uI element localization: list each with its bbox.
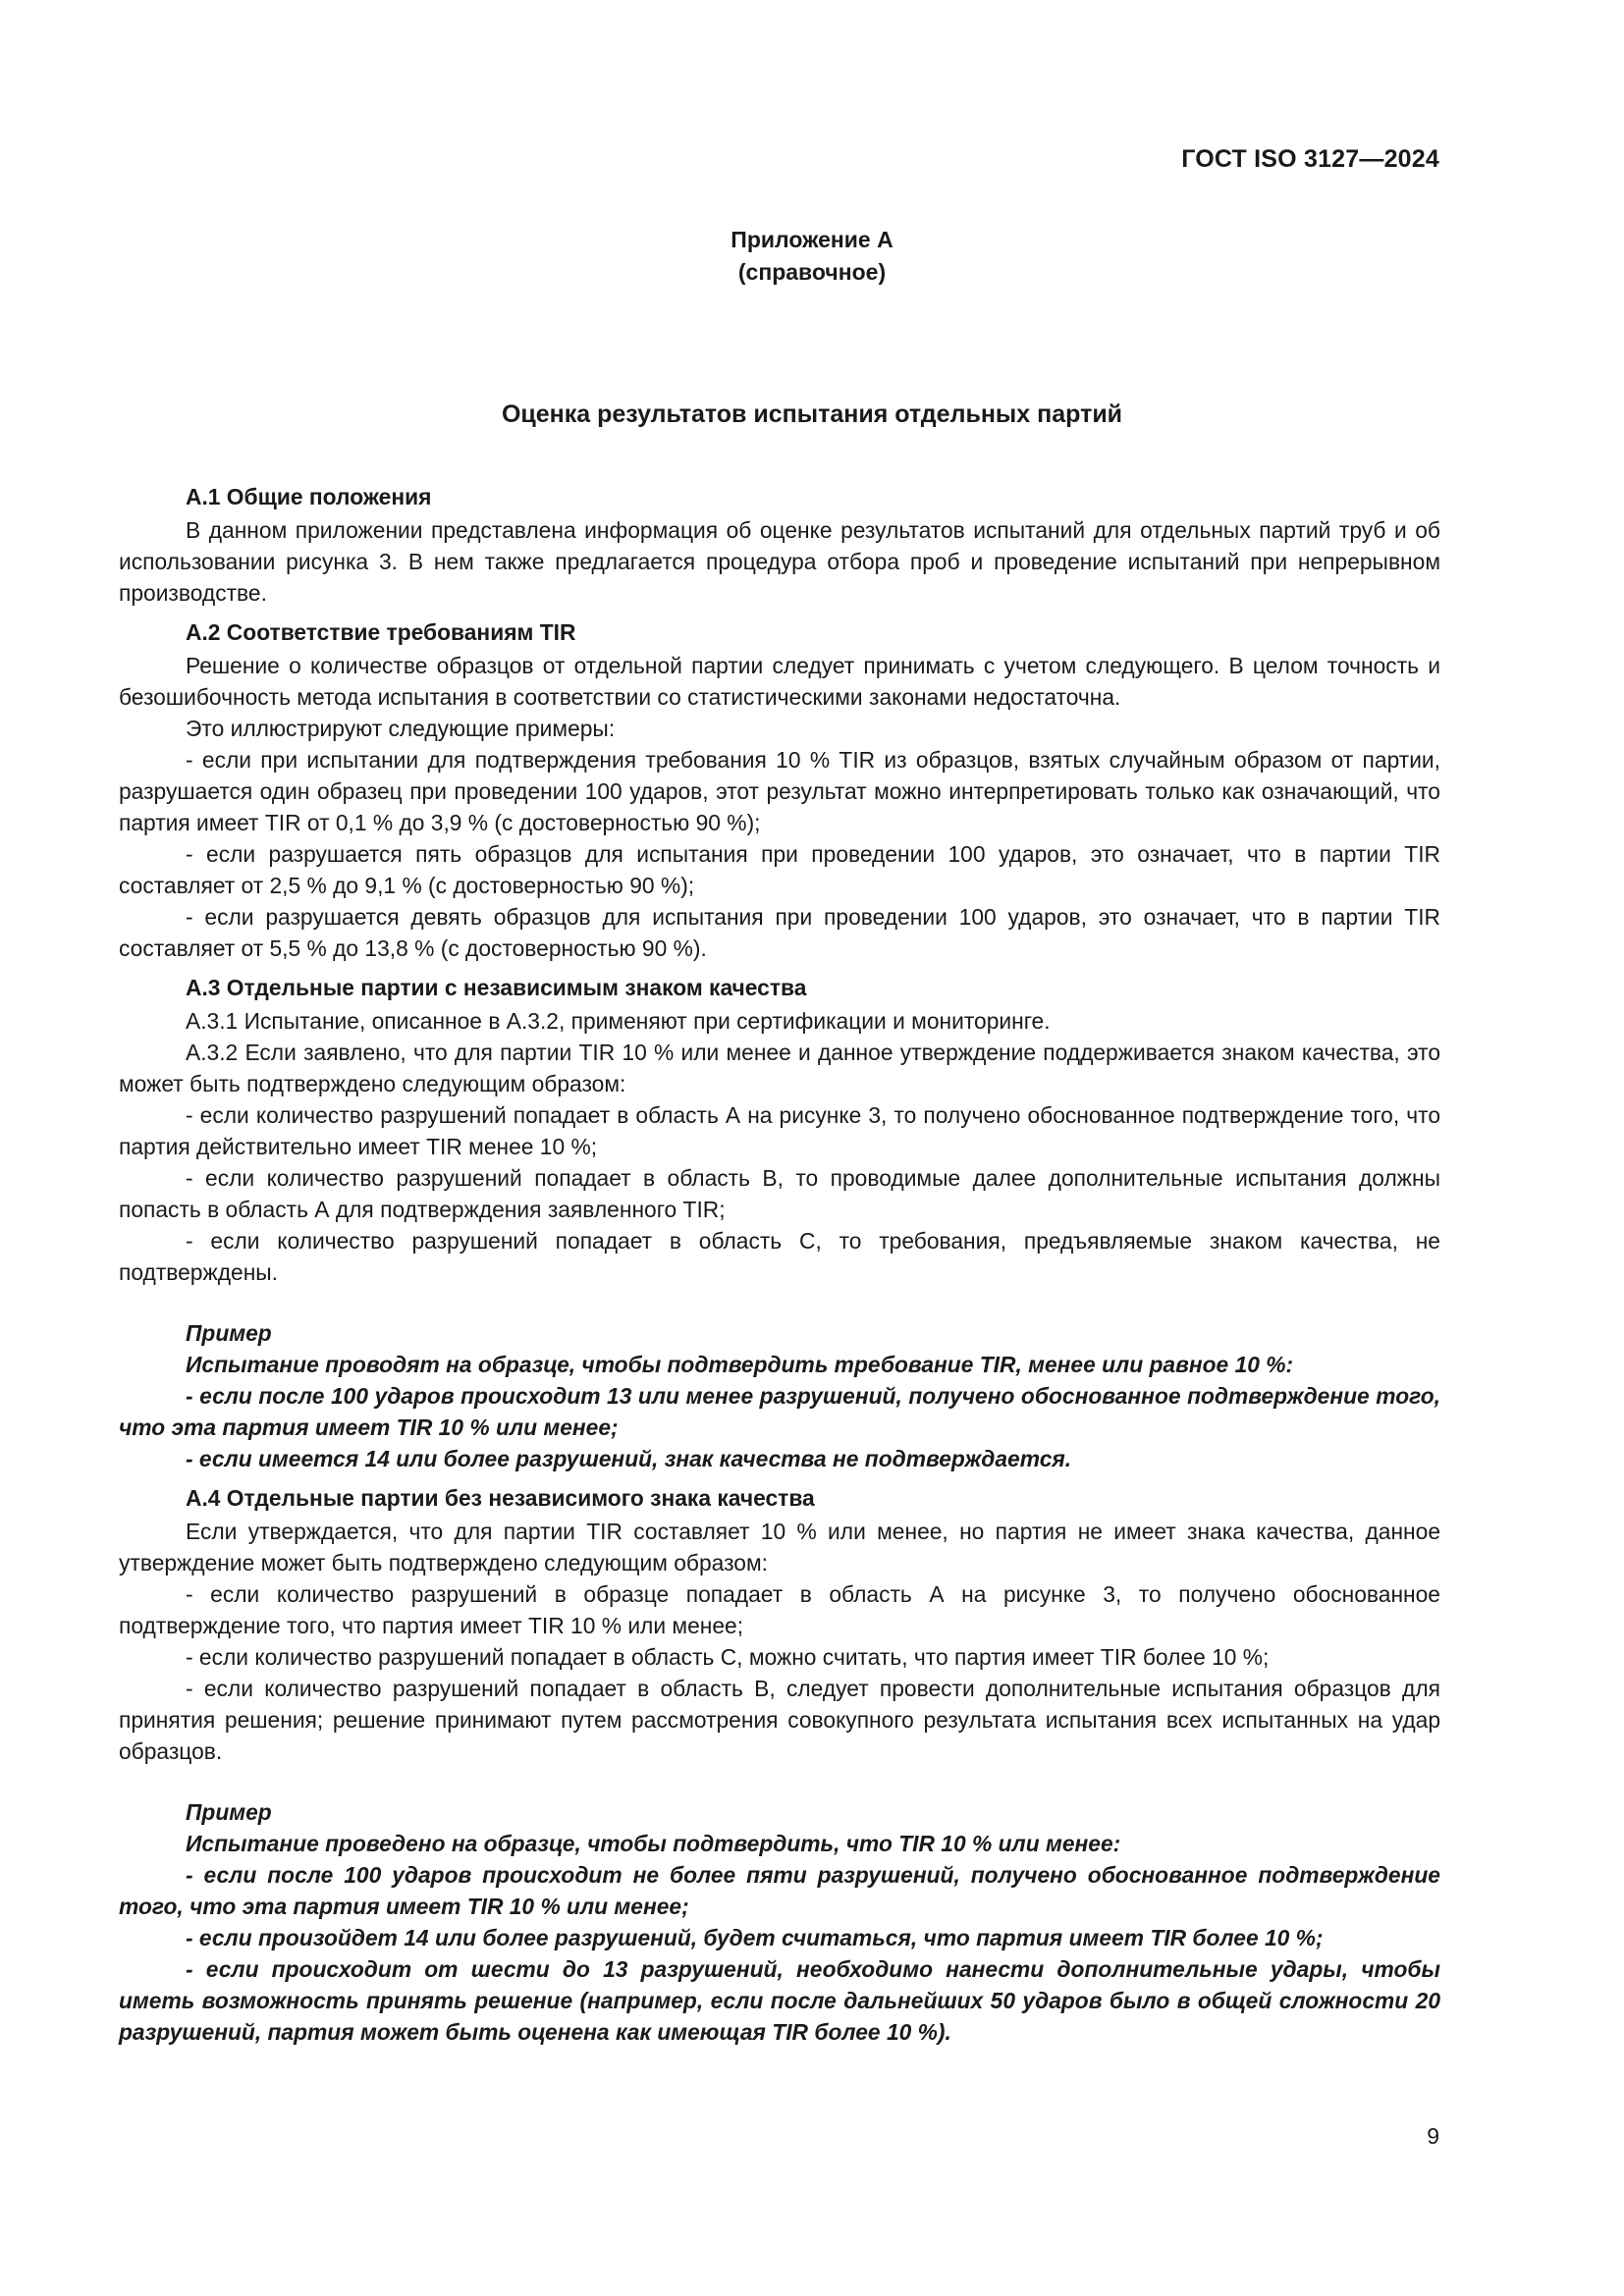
paragraph: Решение о количестве образцов от отдельной партии следует принимать с учетом следующего. В целом точность и безошибочность метода испытания в соответствии со статистическими законами недостаточна. [119,653,1440,710]
page-number: 9 [1427,2123,1439,2149]
example-label: Пример [186,1799,272,1825]
list-item: - если количество разрушений попадает в область С, можно считать, что партия имеет TIR более 10 %; [186,1644,1270,1670]
section-heading-a4: А.4 Отдельные партии без независимого знака качества [186,1485,815,1511]
document-code: ГОСТ ISO 3127—2024 [1181,145,1439,173]
example-item: - если после 100 ударов происходит 13 или менее разрушений, получено обоснованное подтверждение того, что эта партия имеет TIR 10 % или менее; [119,1383,1440,1440]
paragraph: Это иллюстрируют следующие примеры: [186,716,616,741]
section-heading-a3: А.3 Отдельные партии с независимым знаком качества [186,975,807,1000]
annex-heading [0,224,1624,289]
list-item: - если количество разрушений попадает в область В, следует провести дополнительные испытания образцов для принятия решения; решение принимают путем рассмотрения совокупного результата испытания всех испытанных на удар образцов. [119,1676,1440,1764]
example-item: - если имеется 14 или более разрушений, знак качества не подтверждается. [186,1446,1072,1471]
list-item: - если количество разрушений попадает в область А на рисунке 3, то получено обоснованное подтверждение того, что партия действительно имеет TIR менее 10 %; [119,1102,1440,1159]
list-item: - если количество разрушений в образце попадает в область А на рисунке 3, то получено обоснованное подтверждение того, что партия имеет TIR 10 % или менее; [119,1581,1440,1638]
list-item: - если количество разрушений попадает в область С, то требования, предъявляемые знаком качества, не подтверждены. [119,1228,1440,1285]
example-intro: Испытание проводят на образце, чтобы подтвердить требование TIR, менее или равное 10 %: [186,1352,1294,1377]
list-item: - если разрушается пять образцов для испытания при проведении 100 ударов, это означает, что в партии TIR составляет от 2,5 % до 9,1 % (с достоверностью 90 %); [119,841,1440,898]
example-item: - если происходит от шести до 13 разрушений, необходимо нанести дополнительные удары, чтобы иметь возможность принять решение (например, если после дальнейших 50 ударов было в общей сложности 20 разрушений, партия может быть оценена как имеющая TIR более 10 %). [119,1956,1440,2045]
paragraph: Если утверждается, что для партии TIR составляет 10 % или менее, но партия не имеет знака качества, данное утверждение может быть подтверждено следующим образом: [119,1519,1440,1575]
list-item: - если количество разрушений попадает в область В, то проводимые далее дополнительные испытания должны попасть в область А для подтверждения заявленного TIR; [119,1165,1440,1222]
document-body [119,481,1440,2048]
list-item: - если при испытании для подтверждения требования 10 % TIR из образцов, взятых случайным образом от партии, разрушается один образец при проведении 100 ударов, этот результат можно интерпретировать только как означающий, что партия имеет TIR от 0,1 % до 3,9 % (с достоверностью 90 %); [119,747,1440,835]
example-intro: Испытание проведено на образце, чтобы подтвердить, что TIR 10 % или менее: [186,1831,1121,1856]
section-heading-a2: А.2 Соответствие требованиям TIR [186,619,576,645]
list-item: - если разрушается девять образцов для испытания при проведении 100 ударов, это означает, что в партии TIR составляет от 5,5 % до 13,8 % (с достоверностью 90 %). [119,904,1440,961]
example-item: - если после 100 ударов происходит не более пяти разрушений, получено обоснованное подтверждение того, что эта партия имеет TIR 10 % или менее; [119,1862,1440,1919]
paragraph: А.3.1 Испытание, описанное в А.3.2, применяют при сертификации и мониторинге. [186,1008,1051,1034]
annex-subtitle: (справочное) [737,259,887,285]
example-label: Пример [186,1320,272,1346]
section-heading-a1: А.1 Общие положения [186,484,432,509]
annex-title: Приложение А [731,227,893,252]
page-title: Оценка результатов испытания отдельных партий [501,400,1123,428]
paragraph: В данном приложении представлена информация об оценке результатов испытаний для отдельных партий труб и об использовании рисунка 3. В нем также предлагается процедура отбора проб и проведение испытаний при непрерывном производстве. [119,517,1440,606]
paragraph: А.3.2 Если заявлено, что для партии TIR 10 % или менее и данное утверждение поддерживается знаком качества, это может быть подтверждено следующим образом: [119,1040,1440,1096]
example-item: - если произойдет 14 или более разрушений, будет считаться, что партия имеет TIR более 10 %; [186,1925,1324,1950]
